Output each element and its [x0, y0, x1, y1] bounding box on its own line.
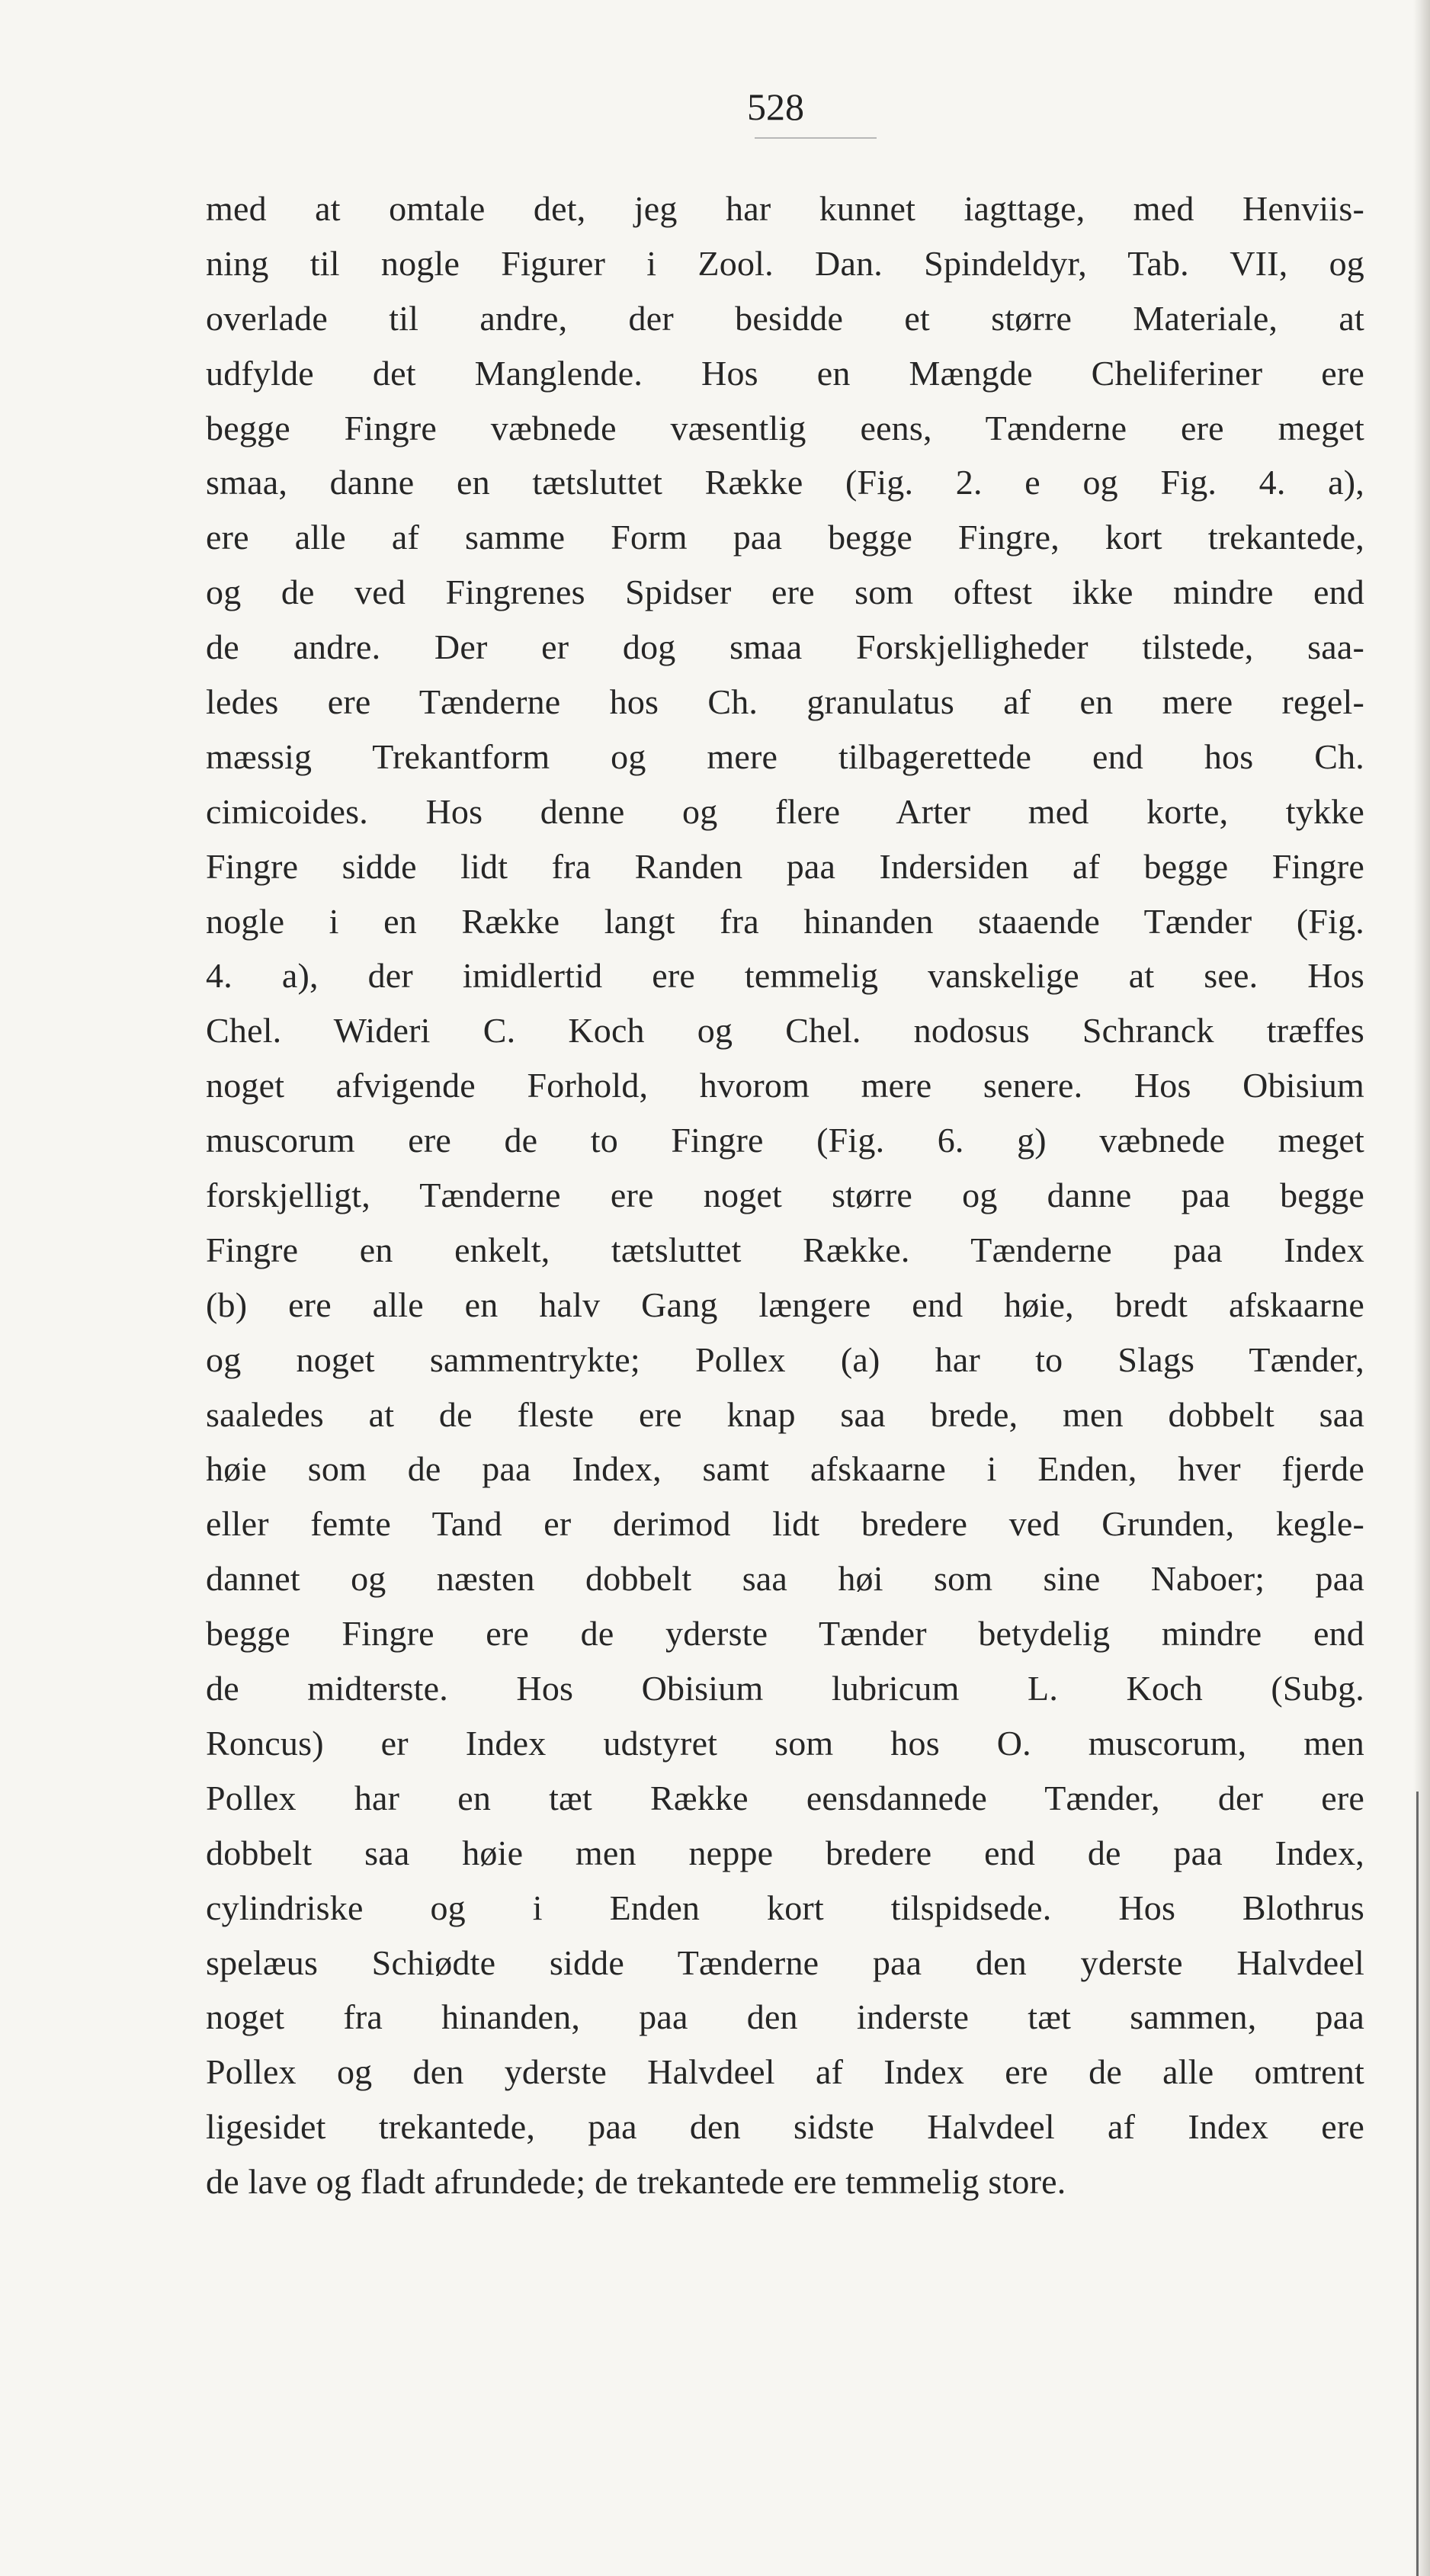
text-line: ledes ere Tænderne hos Ch. granulatus af en mere regel-: [206, 682, 1364, 722]
text-line: med at omtale det, jeg har kunnet iagttage, med Henviis-: [206, 189, 1364, 228]
text-line: og de ved Fingrenes Spidser ere som oftest ikke mindre end: [206, 573, 1364, 612]
text-line: ere alle af samme Form paa begge Fingre, kort trekantede,: [206, 518, 1364, 557]
text-line: Pollex og den yderste Halvdeel af Index ere de alle omtrent: [206, 2052, 1364, 2092]
text-line: Pollex har en tæt Række eensdannede Tænder, der ere: [206, 1778, 1364, 1817]
text-line: de lave og fladt afrundede; de trekantede ere temmelig store.: [206, 2162, 1066, 2202]
text-line: noget afvigende Forhold, hvorom mere senere. Hos Obisium: [206, 1066, 1364, 1105]
text-line: begge Fingre ere de yderste Tænder betydelig mindre end: [206, 1614, 1364, 1654]
text-line: og noget sammentrykte; Pollex (a) har to Slags Tænder,: [206, 1339, 1364, 1379]
text-line: dobbelt saa høie men neppe bredere end de paa Index,: [206, 1833, 1364, 1872]
text-line: 4. a), der imidlertid ere temmelig vanskelige at see. Hos: [206, 956, 1364, 996]
page-number: 528: [747, 85, 804, 128]
body-text: [206, 181, 1364, 2209]
text-line: de midterste. Hos Obisium lubricum L. Koch (Subg.: [206, 1669, 1364, 1708]
text-line: ning til nogle Figurer i Zool. Dan. Spindeldyr, Tab. VII, og: [206, 243, 1364, 283]
text-line: smaa, danne en tætsluttet Række (Fig. 2. e og Fig. 4. a),: [206, 463, 1364, 502]
text-line: nogle i en Række langt fra hinanden staaende Tænder (Fig.: [206, 901, 1364, 941]
text-line: mæssig Trekantform og mere tilbagerettede end hos Ch.: [206, 736, 1364, 776]
text-line: Fingre en enkelt, tætsluttet Række. Tænderne paa Index: [206, 1230, 1364, 1269]
text-line: cimicoides. Hos denne og flere Arter med korte, tykke: [206, 791, 1364, 831]
text-line: dannet og næsten dobbelt saa høi som sine Naboer; paa: [206, 1559, 1364, 1599]
text-line: saaledes at de fleste ere knap saa brede, men dobbelt saa: [206, 1394, 1364, 1434]
header-rule: [755, 137, 877, 139]
page-edge-line: [1416, 1792, 1419, 2576]
text-line: Roncus) er Index udstyret som hos O. muscorum, men: [206, 1723, 1364, 1763]
text-line: høie som de paa Index, samt afskaarne i Enden, hver fjerde: [206, 1449, 1364, 1489]
text-line: Fingre sidde lidt fra Randen paa Indersiden af begge Fingre: [206, 846, 1364, 886]
text-line: ligesidet trekantede, paa den sidste Halvdeel af Index ere: [206, 2107, 1364, 2147]
text-line: (b) ere alle en halv Gang længere end høie, bredt afskaarne: [206, 1285, 1364, 1324]
text-line: forskjelligt, Tænderne ere noget større og danne paa begge: [206, 1176, 1364, 1215]
text-line: udfylde det Manglende. Hos en Mængde Cheliferiner ere: [206, 353, 1364, 393]
text-line: noget fra hinanden, paa den inderste tæt sammen, paa: [206, 1997, 1364, 2037]
text-line: cylindriske og i Enden kort tilspidsede. Hos Blothrus: [206, 1888, 1364, 1927]
text-line: begge Fingre væbnede væsentlig eens, Tænderne ere meget: [206, 408, 1364, 448]
text-line: spelæus Schiødte sidde Tænderne paa den yderste Halvdeel: [206, 1942, 1364, 1982]
text-line: muscorum ere de to Fingre (Fig. 6. g) væbnede meget: [206, 1121, 1364, 1160]
text-line: Chel. Wideri C. Koch og Chel. nodosus Schranck træffes: [206, 1011, 1364, 1051]
text-line: eller femte Tand er derimod lidt bredere ved Grunden, kegle-: [206, 1504, 1364, 1544]
text-line: de andre. Der er dog smaa Forskjelligheder tilstede, saa-: [206, 627, 1364, 667]
text-line: overlade til andre, der besidde et større Materiale, at: [206, 298, 1364, 338]
